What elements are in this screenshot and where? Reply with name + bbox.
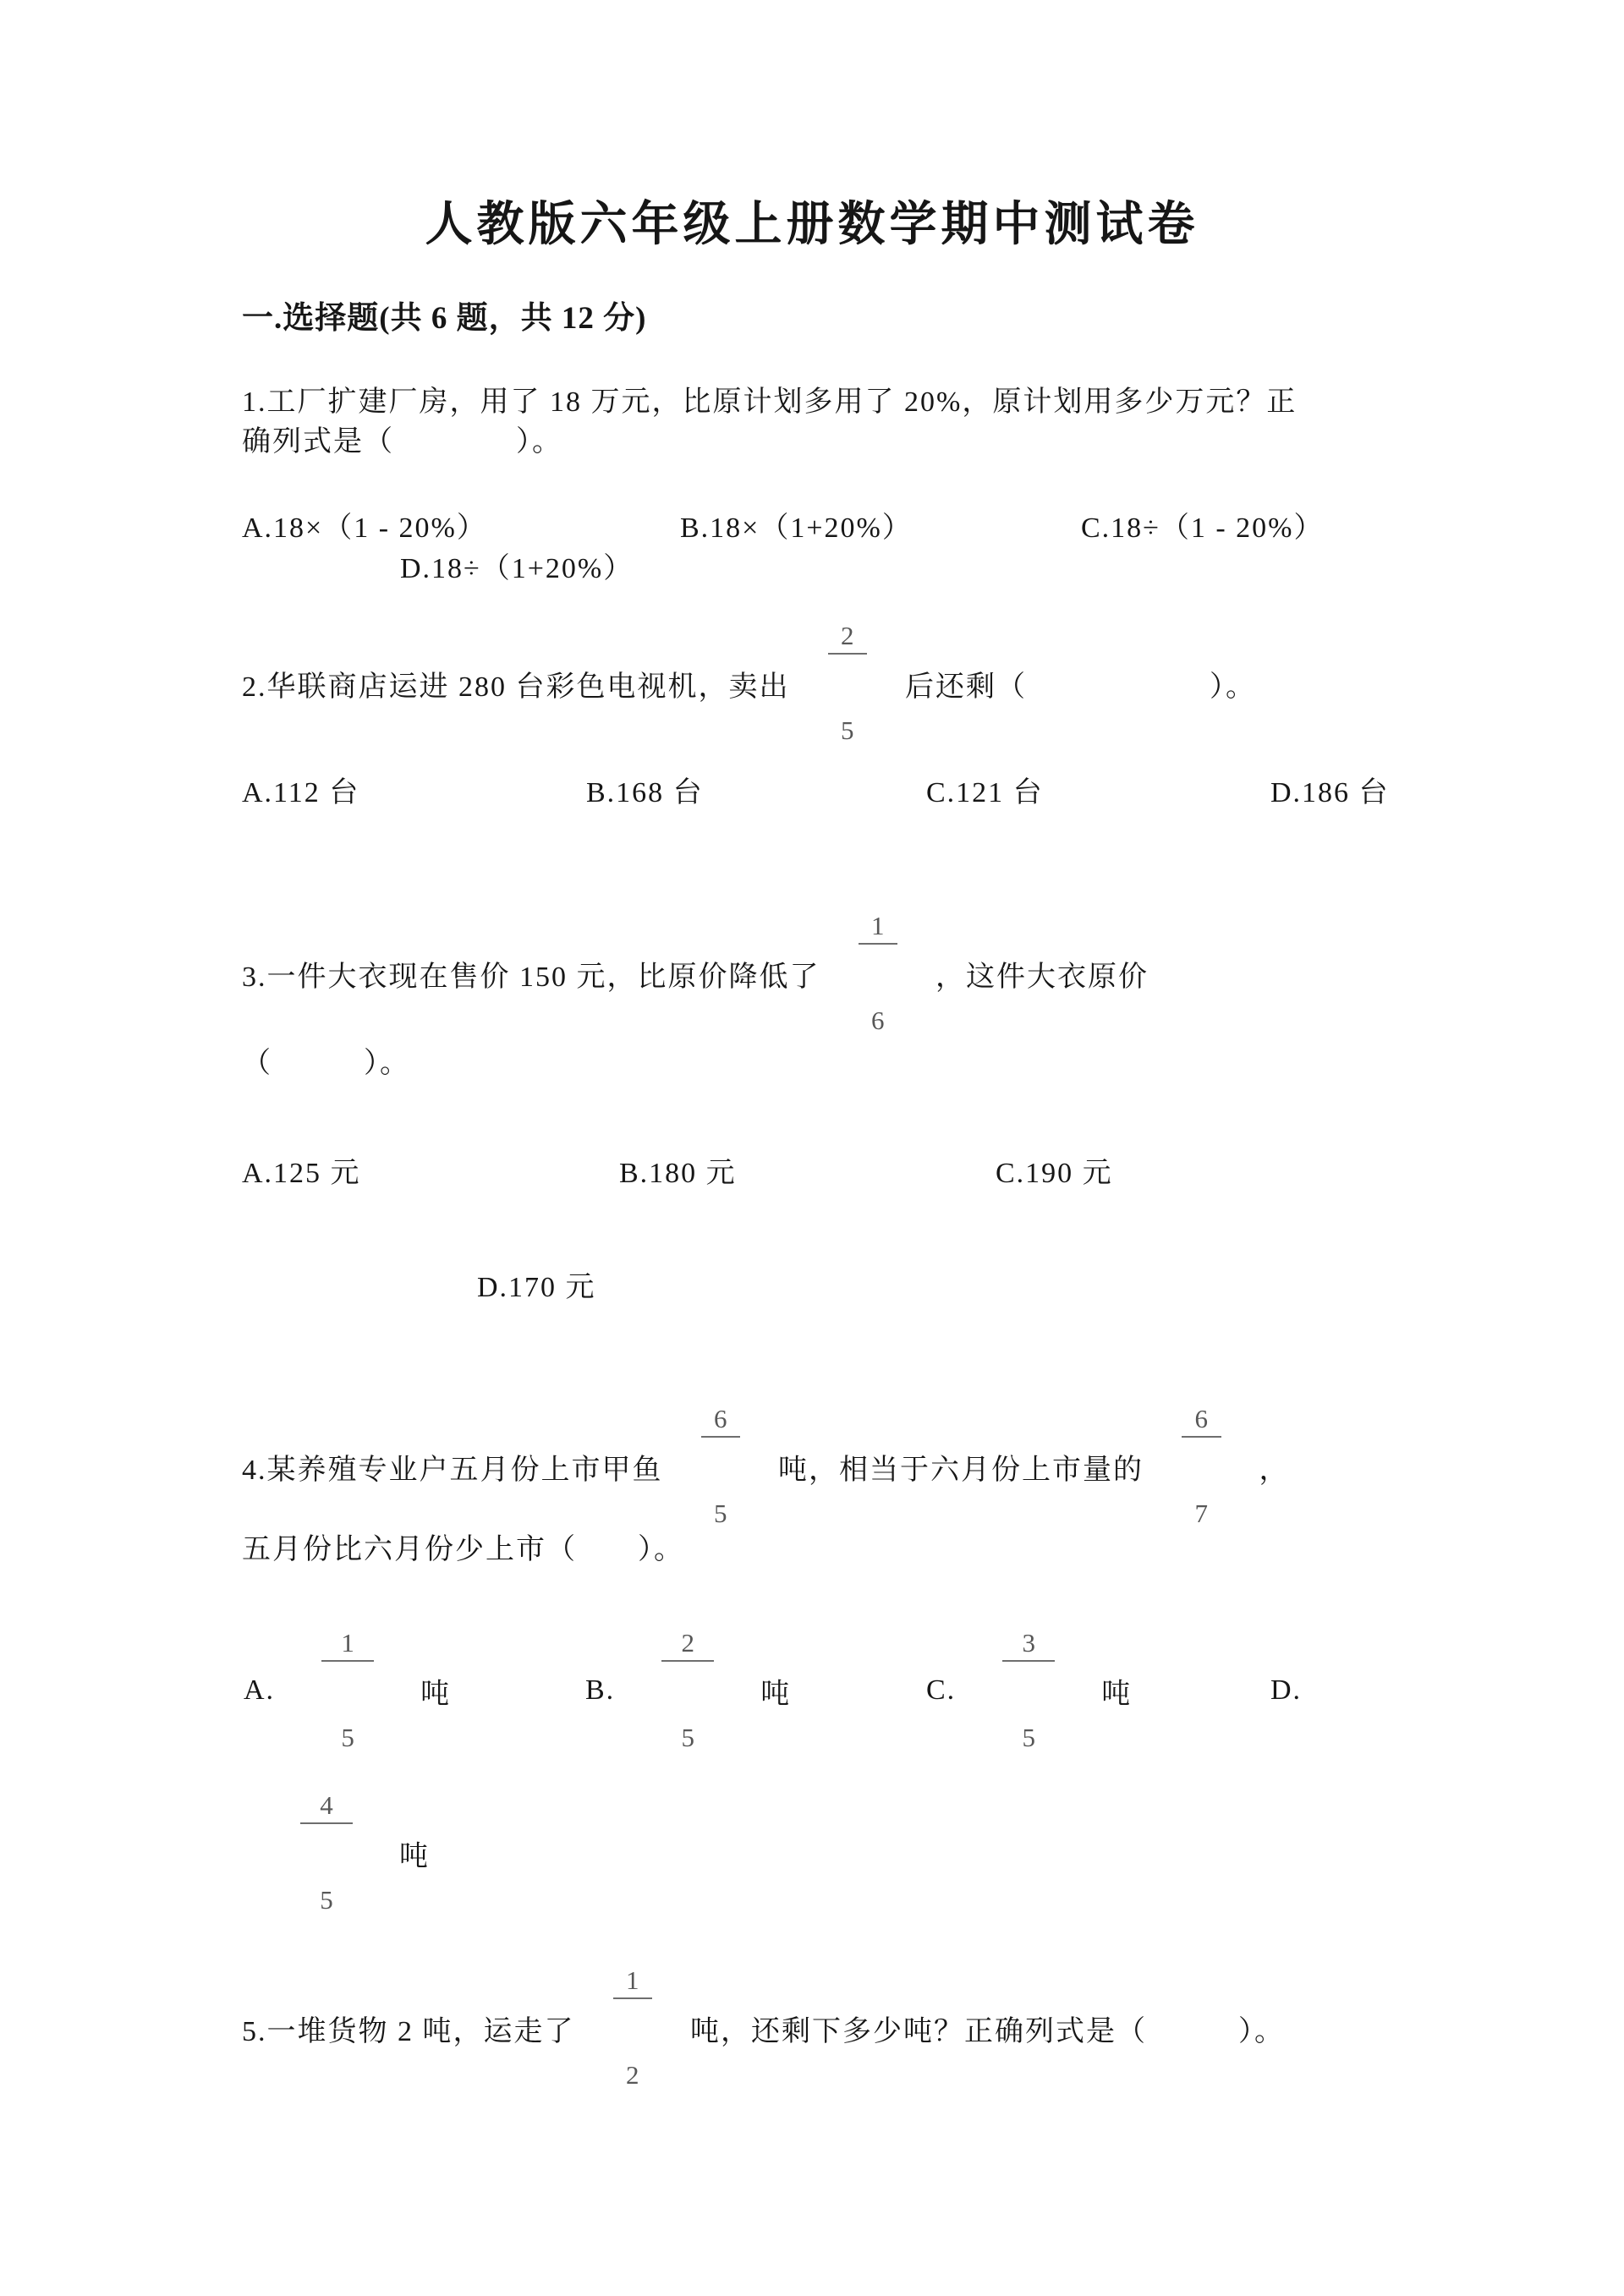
question-2-text-after: 后还剩（ ）。 bbox=[905, 671, 1256, 703]
question-1-options-row bbox=[0, 512, 1624, 551]
fraction-numerator: 1 bbox=[859, 912, 898, 945]
question-2-line-1 bbox=[242, 620, 1256, 745]
question-3-fraction bbox=[859, 852, 898, 1094]
question-4-option-d-row bbox=[0, 1789, 1624, 1915]
question-4-option-d-value bbox=[254, 1789, 430, 1915]
fraction-denominator: 5 bbox=[841, 715, 854, 745]
option-b-fraction bbox=[661, 1570, 714, 1811]
question-5-line-1 bbox=[242, 1964, 1285, 2090]
question-4-option-b bbox=[585, 1627, 792, 1752]
question-2-option-a: A.112 台 bbox=[242, 777, 360, 808]
fraction-denominator: 7 bbox=[1194, 1498, 1208, 1528]
fraction-denominator: 6 bbox=[871, 1005, 885, 1035]
option-label: B. bbox=[585, 1674, 616, 1706]
question-2-option-c: C.121 台 bbox=[926, 777, 1044, 808]
question-1-line-2: 确列式是（ ）。 bbox=[242, 426, 562, 458]
fraction-numerator: 2 bbox=[828, 622, 868, 655]
question-1-option-b: B.18×（1+20%） bbox=[680, 512, 913, 544]
question-5-text-after: 吨，还剩下多少吨？正确列式是（ ）。 bbox=[690, 2015, 1285, 2047]
question-4-options-row bbox=[0, 1627, 1624, 1752]
section-heading: 一.选择题(共 6 题，共 12 分) bbox=[242, 301, 647, 336]
option-label: D. bbox=[1270, 1674, 1303, 1706]
question-3-line-1 bbox=[242, 910, 1149, 1035]
question-2-fraction bbox=[828, 562, 868, 804]
fraction-numerator: 1 bbox=[613, 1966, 653, 2000]
fraction-numerator: 3 bbox=[1002, 1629, 1055, 1663]
question-2-options-row bbox=[0, 776, 1624, 815]
question-1-option-c: C.18÷（1 - 20%） bbox=[1081, 512, 1325, 544]
question-4-option-c bbox=[926, 1627, 1133, 1752]
question-4-line-2: 五月份比六月份少上市（ ）。 bbox=[242, 1534, 684, 1565]
question-2-option-d: D.186 台 bbox=[1270, 777, 1390, 808]
question-1-options-row-2 bbox=[0, 552, 1624, 591]
question-3-line-2: （ ）。 bbox=[242, 1048, 410, 1079]
option-c-fraction bbox=[1002, 1570, 1055, 1811]
question-1-option-d: D.18÷（1+20%） bbox=[400, 553, 634, 584]
option-label: C. bbox=[926, 1674, 957, 1706]
option-unit: 吨 bbox=[1101, 1678, 1133, 1710]
option-unit: 吨 bbox=[760, 1678, 792, 1710]
question-2-text-before: 2.华联商店运进 280 台彩色电视机，卖出 bbox=[242, 671, 790, 703]
question-4-line-1 bbox=[242, 1403, 1290, 1528]
question-3-options-row bbox=[0, 1157, 1624, 1196]
option-d-fraction bbox=[300, 1732, 353, 1974]
question-4-text-middle: 吨，相当于六月份上市量的 bbox=[778, 1454, 1144, 1486]
page-title: 人教版六年级上册数学期中测试卷 bbox=[425, 199, 1199, 251]
option-unit: 吨 bbox=[399, 1840, 430, 1872]
question-4-text-after: ， bbox=[1259, 1454, 1290, 1486]
fraction-numerator: 4 bbox=[300, 1791, 353, 1825]
question-3-option-d: D.170 元 bbox=[477, 1272, 596, 1303]
fraction-numerator: 2 bbox=[661, 1629, 714, 1663]
question-1-option-a: A.18×（1 - 20%） bbox=[242, 512, 487, 544]
option-unit: 吨 bbox=[420, 1678, 452, 1710]
question-4-option-a bbox=[244, 1627, 452, 1752]
fraction-numerator: 6 bbox=[701, 1405, 741, 1438]
option-label: A. bbox=[244, 1674, 276, 1706]
fraction-denominator: 5 bbox=[1022, 1722, 1035, 1752]
question-3-options-row-2 bbox=[0, 1271, 1624, 1310]
question-3-text-before: 3.一件大衣现在售价 150 元，比原价降低了 bbox=[242, 961, 820, 993]
fraction-denominator: 5 bbox=[341, 1722, 354, 1752]
question-4-fraction-2 bbox=[1182, 1345, 1221, 1587]
fraction-denominator: 5 bbox=[320, 1884, 333, 1915]
question-4-option-d-label bbox=[1270, 1652, 1302, 1729]
question-3-text-after: ，这件大衣原价 bbox=[935, 961, 1149, 993]
question-4-text-before: 4.某养殖专业户五月份上市甲鱼 bbox=[242, 1454, 663, 1486]
question-3-option-a: A.125 元 bbox=[242, 1158, 361, 1189]
fraction-denominator: 5 bbox=[714, 1498, 727, 1528]
question-3-option-b: B.180 元 bbox=[619, 1158, 737, 1189]
question-5-fraction bbox=[613, 1907, 653, 2149]
fraction-numerator: 1 bbox=[321, 1629, 374, 1663]
fraction-numerator: 6 bbox=[1182, 1405, 1221, 1438]
question-2-option-b: B.168 台 bbox=[586, 777, 704, 808]
question-5-text-before: 5.一堆货物 2 吨，运走了 bbox=[242, 2015, 575, 2047]
fraction-denominator: 2 bbox=[626, 2059, 639, 2090]
question-1-line-1: 1.工厂扩建厂房，用了 18 万元，比原计划多用了 20%，原计划用多少万元？正 bbox=[242, 386, 1298, 418]
question-4-fraction-1 bbox=[701, 1345, 741, 1587]
fraction-denominator: 5 bbox=[681, 1722, 694, 1752]
question-3-option-c: C.190 元 bbox=[996, 1158, 1113, 1189]
